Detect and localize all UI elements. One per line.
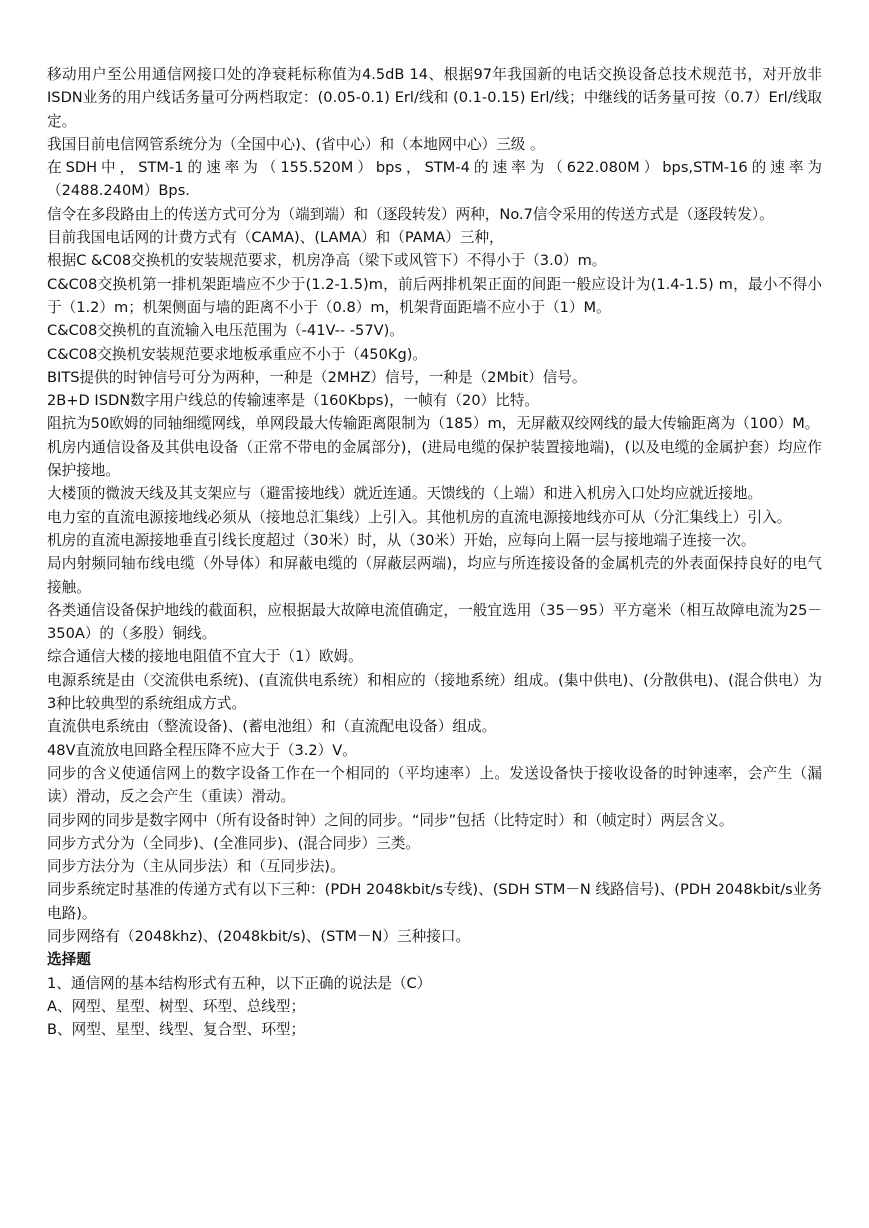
- option-a: A、网型、星型、树型、环型、总线型；: [47, 997, 306, 1015]
- paragraph-11: 2B+D ISDN数字用户线总的传输速率是（160Kbps)，一帧有（20）比特。: [47, 392, 540, 410]
- paragraph-4: 信令在多段路由上的传送方式可分为（端到端）和（逐段转发）两种，No.7信令采用的传送方式是（逐段转发）。: [47, 205, 774, 223]
- paragraph-26: 同步方法分为（主从同步法）和（互同步法)。: [47, 858, 345, 876]
- paragraph-25: 同步方式分为（全同步)、(全准同步)、(混合同步）三类。: [47, 834, 421, 852]
- paragraph-12: 阻抗为50欧姆的同轴细缆网线，单网段最大传输距离限制为（185）m，无屏蔽双绞网线的最大传输距离为（100）M。: [47, 415, 820, 433]
- paragraph-23: 同步的含义使通信网上的数字设备工作在一个相同的（平均速率）上。发送设备快于接收设备的时钟速率，会产生（漏读）滑动，反之会产生（重读）滑动。: [47, 764, 822, 806]
- document-page: [47, 63, 822, 1041]
- paragraph-19: 综合通信大楼的接地电阻值不宜大于（1）欧姆。: [47, 648, 363, 666]
- paragraph-20: 电源系统是由（交流供电系统)、(直流供电系统）和相应的（接地系统）组成。(集中供电)、(分散供电)、(混合供电）为3种比较典型的系统组成方式。: [47, 671, 822, 713]
- paragraph-15: 电力室的直流电源接地线必须从（接地总汇集线）上引入。其他机房的直流电源接地线亦可从（分汇集线上）引入。: [47, 508, 792, 526]
- paragraph-24: 同步网的同步是数字网中（所有设备时钟）之间的同步。“同步”包括（比特定时）和（帧定时）两层含义。: [47, 811, 734, 829]
- paragraph-9: C&C08交换机安装规范要求地板承重应不小于（450Kg)。: [47, 345, 427, 363]
- paragraph-28: 同步网络有（2048khz)、(2048kbit/s)、(STM－N）三种接口。: [47, 927, 471, 945]
- paragraph-14: 大楼顶的微波天线及其支架应与（避雷接地线）就近连通。天馈线的（上端）和进入机房入口处均应就近接地。: [47, 485, 763, 503]
- paragraph-21: 直流供电系统由（整流设备)、(蓄电池组）和（直流配电设备）组成。: [47, 718, 497, 736]
- paragraph-6: 根据C &C08交换机的安装规范要求，机房净高（梁下或风管下）不得小于（3.0）m。: [47, 252, 607, 270]
- paragraph-17: 局内射频同轴布线电缆（外导体）和屏蔽电缆的（屏蔽层两端)，均应与所连接设备的金属机壳的外表面保持良好的电气接触。: [47, 555, 822, 596]
- paragraph-27: 同步系统定时基准的传递方式有以下三种：(PDH 2048kbit/s专线)、(SDH STM－N 线路信号)、(PDH 2048kbit/s业务电路)。: [47, 881, 822, 922]
- paragraph-13: 机房内通信设备及其供电设备（正常不带电的金属部分)，(进局电缆的保护装置接地端)，(以及电缆的金属护套）均应作保护接地。: [47, 438, 822, 480]
- question-1: 1、通信网的基本结构形式有五种，以下正确的说法是（C）: [47, 974, 432, 992]
- paragraph-16: 机房的直流电源接地垂直引线长度超过（30米）时，从（30米）开始，应每向上隔一层与接地端子连接一次。: [47, 531, 756, 549]
- paragraph-3: 在SDH中，STM-1的速率为（155.520M）bps，STM-4的速率为（622.080M）bps,STM-16的速率为（2488.240M）Bps.: [47, 159, 822, 200]
- paragraph-8: C&C08交换机的直流输入电压范围为（-41V-- -57V)。: [47, 322, 404, 340]
- paragraph-18: 各类通信设备保护地线的截面积，应根据最大故障电流值确定，一般宜选用（35－95）平方毫米（相互故障电流为25－350A）的（多股）铜线。: [47, 601, 822, 643]
- paragraph-22: 48V直流放电回路全程压降不应大于（3.2）V。: [47, 741, 357, 759]
- paragraph-10: BITS提供的时钟信号可分为两种，一种是（2MHZ）信号，一种是（2Mbit）信号。: [47, 368, 587, 386]
- paragraph-1: 移动用户至公用通信网接口处的净衰耗标称值为4.5dB 14、根据97年我国新的电话交换设备总技术规范书，对开放非ISDN业务的用户线话务量可分两档取定：(0.05-0.1) Erl/线和 (0.1-0.15) Erl/线；中继线的话务量可按（0.7）Erl/线取定。: [47, 66, 822, 130]
- section-heading: 选择题: [47, 951, 91, 969]
- paragraph-7: C&C08交换机第一排机架距墙应不少于(1.2-1.5)m，前后两排机架正面的间距一般应设计为(1.4-1.5) m，最小不得小于（1.2）m；机架侧面与墙的距离不小于（0.8）m，机架背面距墙不应小于（1）M。: [47, 275, 822, 316]
- option-b: B、网型、星型、线型、复合型、环型；: [47, 1021, 306, 1039]
- paragraph-5: 目前我国电话网的计费方式有（CAMA)、(LAMA）和（PAMA）三种，: [47, 229, 504, 247]
- paragraph-2: 我国目前电信网管系统分为（全国中心)、(省中心）和（本地网中心）三级 。: [47, 135, 545, 153]
